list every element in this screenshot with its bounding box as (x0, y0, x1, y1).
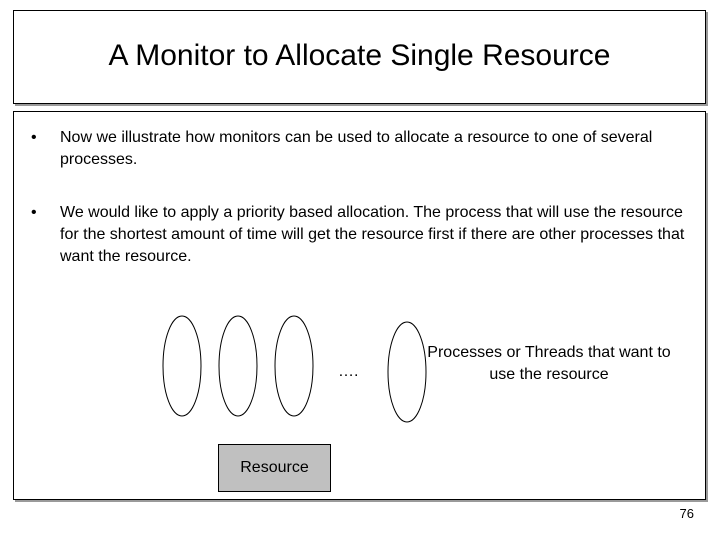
resource-label: Resource (240, 459, 309, 476)
bullet-text: We would like to apply a priority based allocation. The process that will use the resource for the shortest amount of time will get the resource first if there are other processes that want the resource. (60, 204, 685, 265)
process-ellipse (219, 316, 257, 416)
process-ellipse (163, 316, 201, 416)
processes-label: Processes or Threads that want to use the resource (427, 344, 671, 383)
process-ellipse (275, 316, 313, 416)
bullet-marker: • (31, 129, 37, 146)
bullet-text: Now we illustrate how monitors can be used to allocate a resource to one of several processes. (60, 129, 653, 168)
page-number: 76 (679, 506, 694, 521)
bullet-marker: • (31, 204, 37, 221)
slide-title: A Monitor to Allocate Single Resource (108, 39, 611, 72)
resource-box (218, 444, 331, 492)
process-ellipse (388, 322, 426, 422)
more-processes-ellipsis: …. (338, 363, 359, 380)
